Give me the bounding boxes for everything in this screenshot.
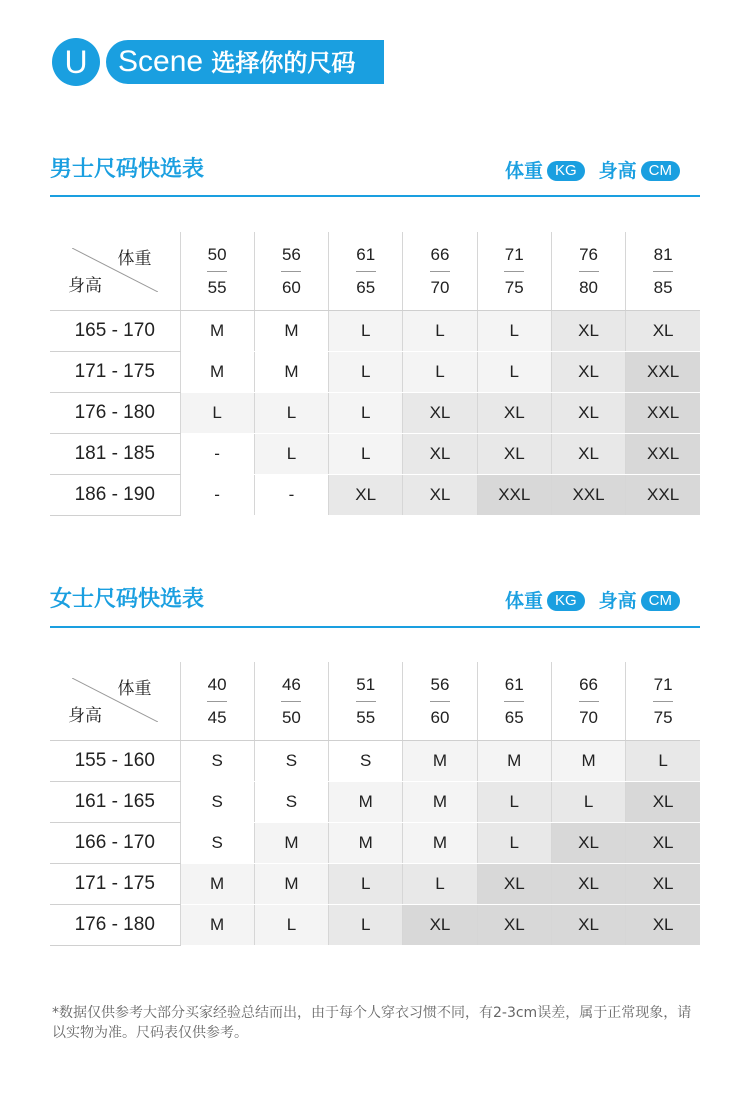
weight-range-header [329, 232, 403, 311]
men-weight-unit: KG [547, 161, 585, 181]
weight-min: 51 [356, 674, 376, 694]
height-range-cell: 171 - 175 [50, 864, 180, 905]
size-cell: M [329, 782, 403, 823]
size-cell: L [403, 311, 477, 352]
size-cell: XXL [626, 393, 700, 434]
men-units [505, 156, 680, 183]
size-cell: XXL [477, 475, 551, 516]
size-cell: XL [626, 311, 700, 352]
height-range-cell: 176 - 180 [50, 905, 180, 946]
men-header-row [50, 232, 700, 311]
weight-max: 80 [579, 277, 598, 297]
size-cell: M [180, 905, 254, 946]
size-cell: XL [551, 434, 625, 475]
size-cell: S [254, 741, 328, 782]
size-cell: L [403, 864, 477, 905]
size-cell: XL [329, 475, 403, 516]
weight-min: 61 [504, 674, 524, 694]
men-corner-cell [50, 232, 180, 311]
size-cell: XL [626, 864, 700, 905]
disclaimer-note: *数据仅供参考大部分买家经验总结而出，由于每个人穿衣习惯不同，有2-3cm误差，属于正常现象，请以实物为准。尺码表仅供参考。 [52, 1005, 692, 1041]
size-cell: M [254, 823, 328, 864]
women-height-unit-label: 身高 [598, 590, 637, 612]
height-range-cell: 176 - 180 [50, 393, 180, 434]
table-row [50, 782, 700, 823]
header-title-pill [106, 40, 384, 84]
size-cell: XXL [626, 475, 700, 516]
weight-max: 55 [207, 277, 227, 297]
size-cell: M [329, 823, 403, 864]
size-cell: M [254, 352, 328, 393]
size-cell: M [477, 741, 551, 782]
men-height-unit: CM [641, 161, 680, 181]
table-row [50, 475, 700, 516]
size-cell: M [551, 741, 625, 782]
size-cell: XL [626, 782, 700, 823]
women-header-row [50, 662, 700, 741]
corner-height-label: 身高 [68, 706, 102, 726]
size-cell: M [180, 311, 254, 352]
size-cell: L [254, 905, 328, 946]
size-cell: L [477, 782, 551, 823]
size-cell: XL [551, 311, 625, 352]
height-range-cell: 165 - 170 [50, 311, 180, 352]
weight-range-header [403, 232, 477, 311]
size-cell: L [403, 352, 477, 393]
size-cell: XL [551, 352, 625, 393]
size-cell: XL [403, 475, 477, 516]
weight-max: 60 [281, 277, 301, 297]
weight-range-header [403, 662, 477, 741]
weight-max: 70 [579, 707, 598, 727]
weight-range-header [477, 662, 551, 741]
weight-min: 56 [430, 674, 450, 694]
size-cell: S [254, 782, 328, 823]
table-row [50, 434, 700, 475]
size-cell: XL [551, 393, 625, 434]
weight-min: 71 [653, 674, 673, 694]
size-cell: L [329, 864, 403, 905]
size-cell: M [403, 782, 477, 823]
weight-max: 85 [653, 277, 673, 297]
table-row [50, 823, 700, 864]
size-cell: L [477, 311, 551, 352]
size-cell: XL [477, 905, 551, 946]
size-cell: XXL [551, 475, 625, 516]
size-cell: L [329, 352, 403, 393]
weight-max: 65 [356, 277, 376, 297]
table-row [50, 864, 700, 905]
weight-max: 50 [281, 707, 301, 727]
size-cell: S [180, 741, 254, 782]
weight-min: 71 [504, 244, 524, 264]
weight-range-header [329, 662, 403, 741]
size-cell: L [329, 393, 403, 434]
height-range-cell: 166 - 170 [50, 823, 180, 864]
weight-min: 76 [579, 244, 598, 264]
size-cell: XL [403, 434, 477, 475]
size-cell: L [329, 905, 403, 946]
size-cell: XL [626, 905, 700, 946]
women-units [505, 586, 680, 613]
weight-min: 46 [281, 674, 301, 694]
size-cell: M [254, 311, 328, 352]
size-cell: XL [626, 823, 700, 864]
weight-range-header [254, 662, 328, 741]
table-row [50, 393, 700, 434]
weight-max: 70 [430, 277, 450, 297]
size-cell: M [254, 864, 328, 905]
weight-range-header [254, 232, 328, 311]
size-cell: L [180, 393, 254, 434]
men-weight-unit-label: 体重 [504, 160, 543, 182]
weight-min: 40 [207, 674, 227, 694]
weight-max: 45 [207, 707, 227, 727]
height-range-cell: 186 - 190 [50, 475, 180, 516]
size-cell: - [180, 475, 254, 516]
weight-min: 66 [579, 674, 598, 694]
size-cell: L [477, 823, 551, 864]
size-cell: L [254, 393, 328, 434]
corner-weight-label: 体重 [117, 679, 152, 699]
weight-range-header [180, 232, 254, 311]
table-row [50, 905, 700, 946]
size-cell: XL [477, 393, 551, 434]
weight-max: 60 [430, 707, 450, 727]
size-cell: XL [551, 905, 625, 946]
weight-range-header [626, 662, 700, 741]
brand-logo-circle: U [52, 38, 100, 86]
size-cell: L [254, 434, 328, 475]
size-cell: XL [477, 434, 551, 475]
size-cell: L [626, 741, 700, 782]
size-cell: XL [477, 864, 551, 905]
weight-min: 56 [281, 244, 301, 264]
weight-min: 50 [207, 244, 227, 264]
weight-max: 75 [504, 277, 524, 297]
height-range-cell: 155 - 160 [50, 741, 180, 782]
brand-header [52, 38, 384, 86]
size-cell: - [180, 434, 254, 475]
size-cell: XL [551, 823, 625, 864]
size-cell: M [180, 864, 254, 905]
table-row [50, 741, 700, 782]
height-range-cell: 161 - 165 [50, 782, 180, 823]
weight-max: 55 [356, 707, 376, 727]
weight-max: 75 [653, 707, 673, 727]
men-section-title: 男士尺码快选表 [50, 157, 205, 182]
women-size-table [50, 662, 700, 946]
weight-range-header [626, 232, 700, 311]
women-weight-unit-label: 体重 [504, 590, 543, 612]
weight-min: 61 [356, 244, 376, 264]
women-divider [50, 626, 700, 628]
table-row [50, 311, 700, 352]
women-weight-unit: KG [547, 591, 585, 611]
size-cell: - [254, 475, 328, 516]
size-cell: L [329, 434, 403, 475]
size-cell: S [180, 823, 254, 864]
women-corner-cell [50, 662, 180, 741]
size-cell: XL [551, 864, 625, 905]
weight-range-header [551, 662, 625, 741]
height-range-cell: 181 - 185 [50, 434, 180, 475]
size-cell: XL [403, 393, 477, 434]
men-size-table [50, 232, 700, 516]
corner-height-label: 身高 [68, 276, 102, 296]
size-cell: S [180, 782, 254, 823]
size-cell: L [477, 352, 551, 393]
size-cell: L [551, 782, 625, 823]
height-range-cell: 171 - 175 [50, 352, 180, 393]
table-row [50, 352, 700, 393]
women-section-title: 女士尺码快选表 [50, 587, 205, 612]
size-cell: M [403, 741, 477, 782]
size-cell: S [329, 741, 403, 782]
brand-name: Scene [118, 45, 204, 78]
weight-range-header [477, 232, 551, 311]
size-cell: XL [403, 905, 477, 946]
size-cell: XXL [626, 352, 700, 393]
size-cell: M [180, 352, 254, 393]
men-height-unit-label: 身高 [598, 160, 637, 182]
men-divider [50, 195, 700, 197]
women-height-unit: CM [641, 591, 680, 611]
size-cell: XXL [626, 434, 700, 475]
weight-min: 66 [430, 244, 450, 264]
weight-range-header [180, 662, 254, 741]
size-cell: L [329, 311, 403, 352]
weight-max: 65 [504, 707, 524, 727]
weight-min: 81 [653, 244, 673, 264]
corner-weight-label: 体重 [117, 249, 152, 269]
page-title: 选择你的尺码 [211, 49, 356, 77]
weight-range-header [551, 232, 625, 311]
size-cell: M [403, 823, 477, 864]
